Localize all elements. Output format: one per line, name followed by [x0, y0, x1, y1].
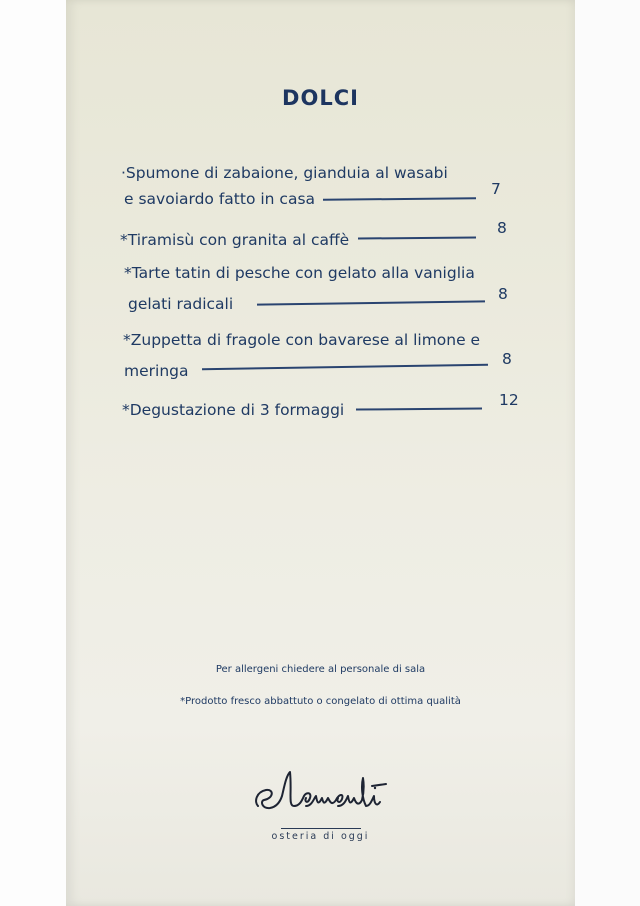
menu-item-1-line1: ·Spumone di zabaione, gianduia al wasabi [121, 164, 448, 182]
menu-item-5-price: 12 [499, 391, 519, 409]
frozen-product-note: *Prodotto fresco abbattuto o congelato di ottima qualità [180, 696, 461, 707]
elementi-logo-mark [246, 762, 396, 824]
menu-item-2-price: 8 [497, 219, 507, 237]
allergen-note: Per allergeni chiedere al personale di sala [215, 664, 426, 675]
menu-item-2-line1: *Tiramisù con granita al caffè [120, 231, 350, 249]
menu-item-1-price: 7 [491, 180, 501, 198]
menu-item-3-price: 8 [498, 285, 508, 303]
background-left [0, 0, 66, 906]
menu-item-3-line2: gelati radicali [128, 295, 234, 313]
menu-item-4-line1: *Zuppetta di fragole con bavarese al limone e [123, 331, 481, 349]
tagline-rule [281, 828, 361, 829]
menu-item-1-line2: e savoiardo fatto in casa [124, 190, 316, 208]
menu-item-4-line2: meringa [124, 362, 189, 380]
menu-item-3-line1: *Tarte tatin di pesche con gelato alla vaniglia [124, 264, 475, 282]
background-right [575, 0, 640, 906]
menu-item-5-line1: *Degustazione di 3 formaggi [122, 401, 345, 419]
menu-item-4-price: 8 [502, 350, 512, 368]
menu-title: DOLCI [282, 86, 359, 110]
brand-logo [66, 762, 575, 842]
brand-tagline: osteria di oggi [271, 831, 370, 842]
